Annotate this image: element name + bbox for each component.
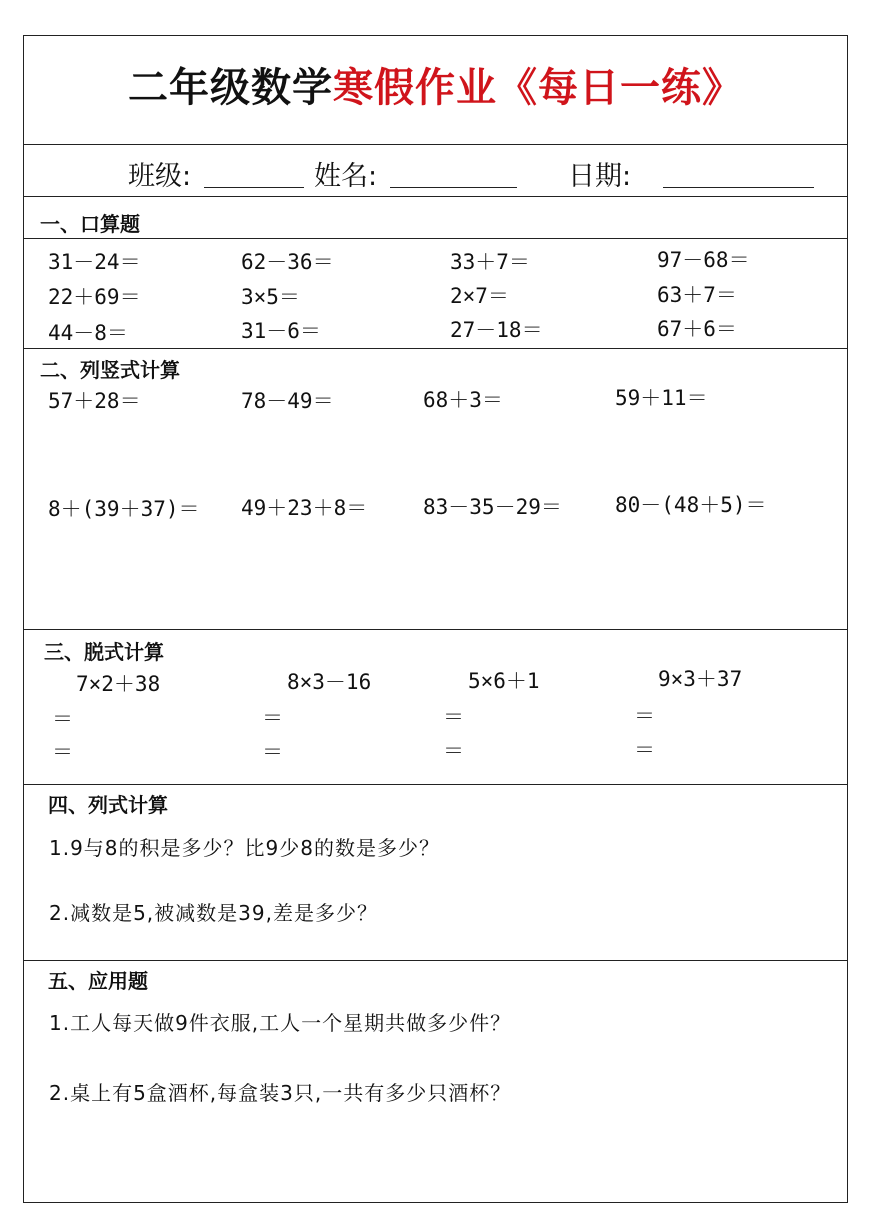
divider — [24, 960, 847, 961]
equals-sign: ＝ — [52, 707, 73, 731]
divider — [24, 348, 847, 349]
vertical-item: 68＋3＝ — [423, 388, 503, 412]
section-heading-expression: 四、列式计算 — [48, 793, 168, 817]
oral-item: 27－18＝ — [450, 318, 543, 342]
vertical-item: 57＋28＝ — [48, 389, 141, 413]
divider — [24, 144, 847, 145]
oral-item: 31－24＝ — [48, 250, 141, 274]
equals-sign: ＝ — [443, 739, 464, 763]
equals-sign: ＝ — [634, 704, 655, 728]
oral-item: 67＋6＝ — [657, 317, 737, 341]
divider — [24, 196, 847, 197]
oral-item: 22＋69＝ — [48, 285, 141, 309]
equals-sign: ＝ — [262, 706, 283, 730]
vertical-item: 80－(48＋5)＝ — [615, 493, 767, 517]
oral-item: 2×7＝ — [450, 284, 509, 308]
oral-item: 31－6＝ — [241, 319, 321, 343]
stepwise-item: 8×3－16 — [287, 670, 372, 694]
expression-question: 2.减数是5,被减数是39,差是多少？ — [49, 901, 378, 925]
vertical-item: 78－49＝ — [241, 389, 334, 413]
oral-item: 62－36＝ — [241, 250, 334, 274]
vertical-item: 83－35－29＝ — [423, 495, 562, 519]
name-label: 姓名: — [314, 161, 378, 192]
stepwise-item: 5×6＋1 — [468, 669, 540, 693]
section-heading-application: 五、应用题 — [48, 969, 148, 993]
equals-sign: ＝ — [443, 705, 464, 729]
equals-sign: ＝ — [634, 738, 655, 762]
section-heading-vertical: 二、列竖式计算 — [40, 358, 180, 382]
equals-sign: ＝ — [52, 740, 73, 764]
divider — [24, 238, 847, 239]
application-question: 1.工人每天做9件衣服,工人一个星期共做多少件？ — [49, 1011, 512, 1035]
divider — [24, 784, 847, 785]
class-blank[interactable] — [204, 187, 304, 188]
oral-item: 44－8＝ — [48, 321, 128, 345]
date-label: 日期: — [568, 161, 632, 192]
section-heading-oral: 一、口算题 — [40, 212, 140, 236]
title-red-part: 寒假作业《每日一练》 — [333, 65, 743, 111]
class-label: 班级: — [128, 161, 192, 192]
equals-sign: ＝ — [262, 740, 283, 764]
divider — [24, 629, 847, 630]
vertical-item: 49＋23＋8＝ — [241, 496, 368, 520]
stepwise-item: 7×2＋38 — [76, 672, 161, 696]
oral-item: 33＋7＝ — [450, 250, 530, 274]
date-blank[interactable] — [663, 187, 814, 188]
stepwise-item: 9×3＋37 — [658, 667, 743, 691]
title-black-part: 二年级数学 — [128, 65, 333, 111]
section-heading-stepwise: 三、脱式计算 — [44, 640, 164, 664]
worksheet — [23, 35, 848, 1203]
oral-item: 97－68＝ — [657, 248, 750, 272]
expression-question: 1.9与8的积是多少？比9少8的数是多少？ — [49, 836, 440, 860]
oral-item: 3×5＝ — [241, 285, 300, 309]
page-title — [24, 56, 847, 113]
application-question: 2.桌上有5盒酒杯,每盒装3只,一共有多少只酒杯？ — [49, 1081, 512, 1105]
oral-item: 63＋7＝ — [657, 283, 737, 307]
vertical-item: 8＋(39＋37)＝ — [48, 497, 200, 521]
name-blank[interactable] — [390, 187, 517, 188]
vertical-item: 59＋11＝ — [615, 386, 708, 410]
